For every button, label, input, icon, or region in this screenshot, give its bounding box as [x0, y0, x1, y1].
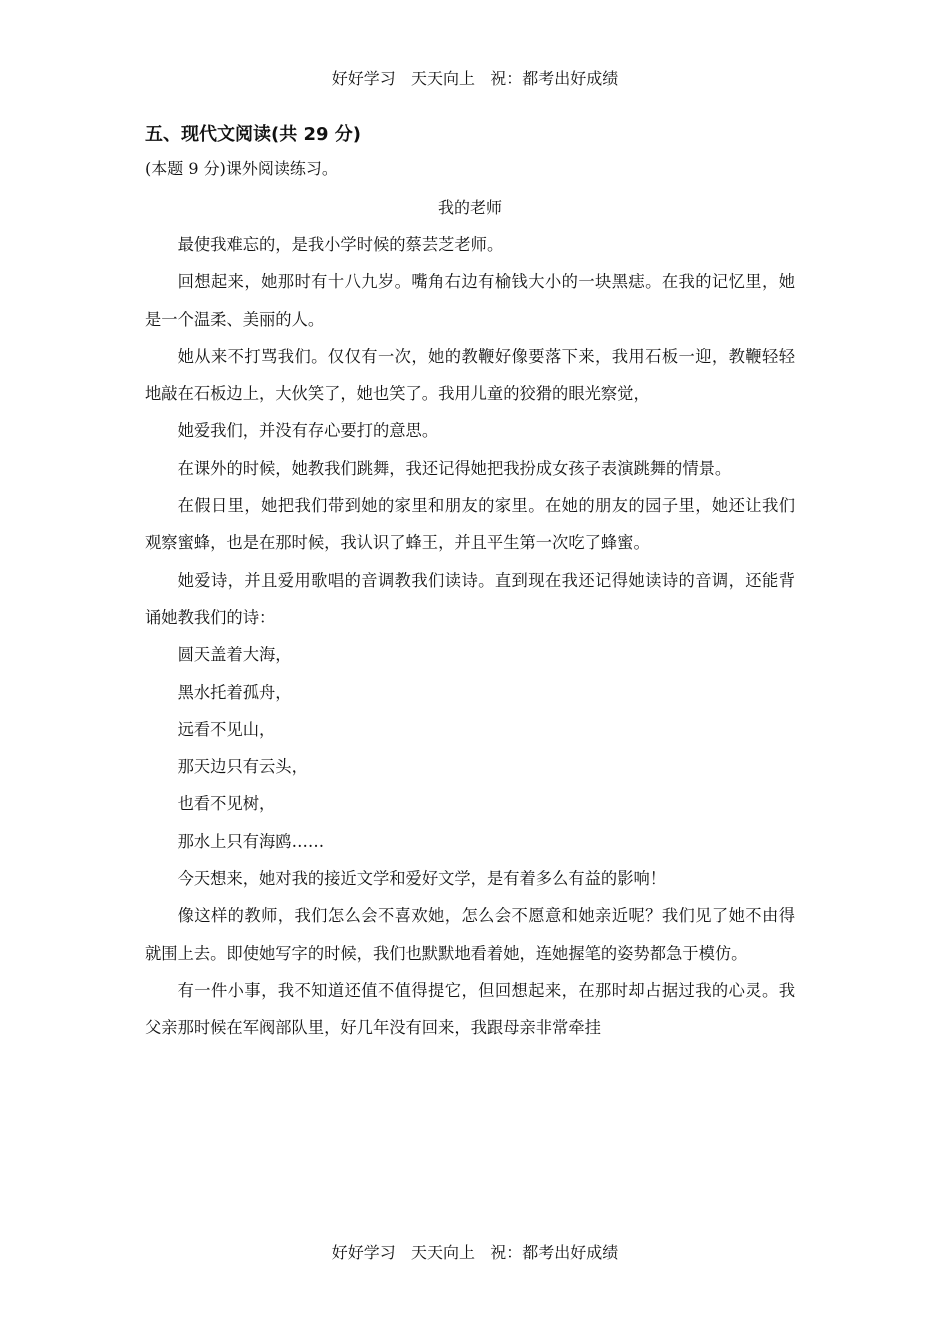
poem-line: 那水上只有海鸥…… [177, 831, 325, 851]
paragraph: 在假日里，她把我们带到她的家里和朋友的家里。在她的朋友的园子里，她还让我们观察蜜蜂，也是在那时候，我认识了蜂王，并且平生第一次吃了蜂蜜。 [145, 496, 795, 553]
question-intro: (本题 9 分)课外阅读练习。 [145, 159, 338, 178]
paragraph: 今天想来，她对我的接近文学和爱好文学，是有着多么有益的影响！ [177, 869, 667, 889]
paragraph: 在课外的时候，她教我们跳舞，我还记得她把我扮成女孩子表演跳舞的情景。 [177, 458, 732, 478]
paragraph: 有一件小事，我不知道还值不值得提它，但回想起来，在那时却占据过我的心灵。我父亲那时候在军阀部队里，好几年没有回来，我跟母亲非常牵挂 [145, 980, 795, 1038]
article-title: 我的老师 [437, 198, 502, 217]
paragraph: 她爱诗，并且爱用歌唱的音调教我们读诗。直到现在我还记得她读诗的音调，还能背诵她教我们的诗： [145, 570, 795, 627]
paragraph: 像这样的教师，我们怎么会不喜欢她，怎么会不愿意和她亲近呢？我们见了她不由得就围上去。即使她写字的时候，我们也默默地看着她，连她握笔的姿势都急于模仿。 [145, 906, 795, 963]
section-title: 五、现代文阅读(共 29 分) [145, 124, 362, 145]
poem-line: 远看不见山， [177, 719, 276, 739]
document-body [145, 118, 795, 1047]
poem-line: 那天边只有云头， [177, 757, 308, 777]
poem-line: 圆天盖着大海， [177, 645, 292, 665]
page-header: 好好学习 天天向上 祝：都考出好成绩 [331, 69, 619, 88]
page-footer: 好好学习 天天向上 祝：都考出好成绩 [331, 1243, 619, 1262]
paragraph: 她爱我们，并没有存心要打的意思。 [177, 421, 439, 441]
paragraph: 最使我难忘的，是我小学时候的蔡芸芝老师。 [177, 235, 504, 254]
paragraph: 她从来不打骂我们。仅仅有一次，她的教鞭好像要落下来，我用石板一迎，教鞭轻轻地敲在石板边上，大伙笑了，她也笑了。我用儿童的狡猾的眼光察觉， [145, 346, 795, 404]
paragraph: 回想起来，她那时有十八九岁。嘴角右边有榆钱大小的一块黑痣。在我的记忆里，她是一个温柔、美丽的人。 [145, 272, 795, 329]
poem-line: 也看不见树， [177, 794, 276, 814]
poem-line: 黑水托着孤舟， [177, 682, 292, 702]
